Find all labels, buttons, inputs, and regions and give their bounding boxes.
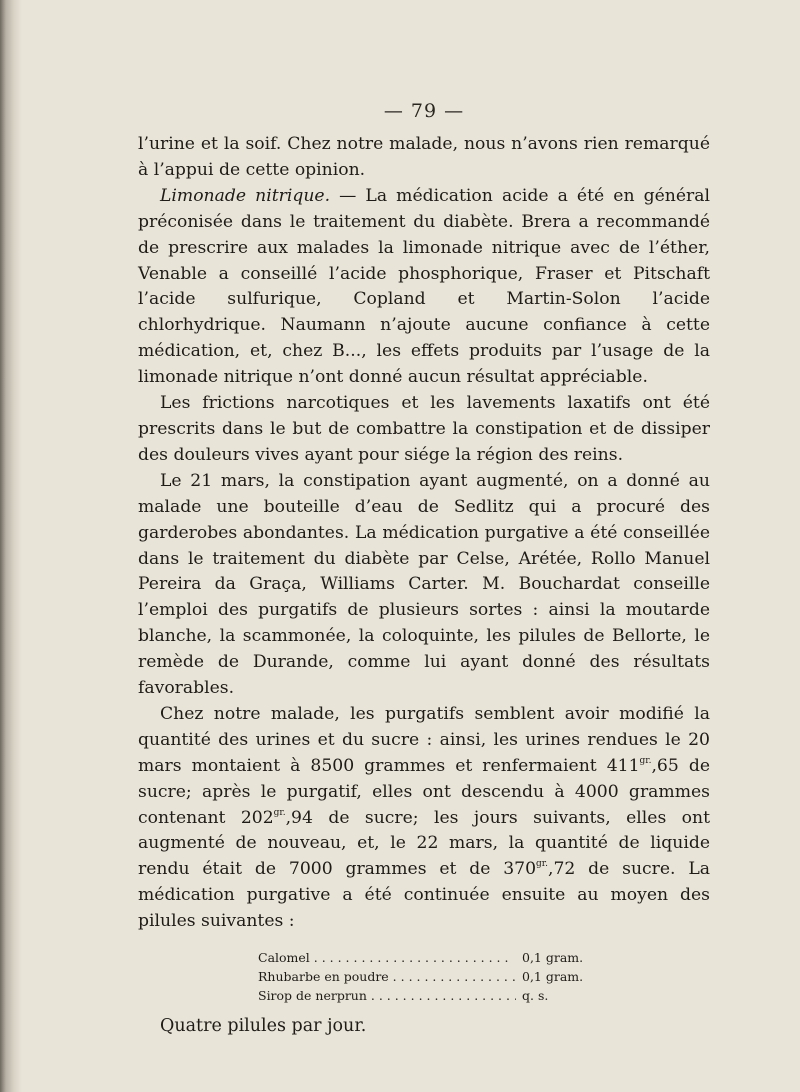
ingredient-name: Calomel . . . — [258, 948, 516, 967]
ingredient-name: Sirop de nerprun . . . — [258, 986, 516, 1005]
dosage-instruction: Quatre pilules par jour. — [160, 1016, 367, 1037]
unit-superscript: gr. — [273, 807, 286, 818]
book-spine-shadow — [0, 0, 22, 1092]
paragraph-urine: l’urine et la soif. Chez notre malade, nous n’avons rien remarqué à l’appui de cette opinion. — [138, 134, 710, 180]
paragraph-purgatifs — [138, 702, 710, 935]
text-run: Chez notre malade, les purgatifs semblent avoir modifié la quantité des urines et du sucre : ainsi, les urines rendues le 20 mars montaient à 8500 grammes et renfermaient 411 — [138, 703, 710, 776]
paragraph-lead-italic: Limonade nitrique. — [160, 185, 331, 206]
text-run: ,72 de sucre. La médication purgative a été continuée ensuite au moyen des pilules suivantes : — [138, 859, 710, 932]
unit-superscript: gr. — [536, 859, 548, 870]
formula-row — [258, 948, 598, 967]
page-number: — 79 — — [383, 100, 465, 122]
ingredient-name: Rhubarbe en poudre . . . — [258, 967, 516, 986]
paragraph-sedlitz: Le 21 mars, la constipation ayant augmenté, on a donné au malade une bouteille d’eau de Sedlitz qui a procuré des garderobes abondantes. La médication purgative a été conseillée dans le traitement du diabète par Celse, Arétée, Rollo Manuel Pereira da Graça, Williams Carter. M. Bouchardat conseille l’emploi des purgatifs de plusieurs sortes : ainsi la moutarde blanche, la scammonée, la coloquinte, les pilules de Bellorte, le remède de Durande, comme lui ayant donné des résultats favorables. — [138, 470, 710, 699]
text-run: ,94 de sucre; les jours suivants, elles ont augmenté de nouveau, et, le 22 mars, la quantité de liquide rendu était de 7000 grammes et de 370 — [138, 807, 710, 880]
ingredient-quantity: 0,1 gram. — [516, 967, 598, 986]
ingredient-quantity: 0,1 gram. — [516, 948, 598, 967]
paragraph-limonade — [138, 184, 710, 391]
paragraph-frictions: Les frictions narcotiques et les lavements laxatifs ont été prescrits dans le but de combattre la constipation et de dissiper des douleurs vives ayant pour siége la région des reins. — [138, 393, 710, 465]
formula-row — [258, 967, 598, 986]
ingredient-quantity: q. s. — [516, 986, 598, 1005]
formula-row — [258, 986, 598, 1005]
page-body — [138, 100, 710, 1036]
paragraph-text: — La médication acide a été en général préconisée dans le traitement du diabète. Brera a recommandé de prescrire aux malades la limonade nitrique avec de l’éther, Venable a conseillé l’acide phosphorique, Fraser et Pitschaft l’acide sulfurique, Copland et Martin-Solon l’acide chlorhydrique. Naumann n’ajoute aucune confiance à cette médication, et, chez B..., les effets produits par l’usage de la limonade nitrique n’ont donné aucun résultat appréciable. — [138, 185, 710, 388]
unit-superscript: gr. — [639, 755, 652, 766]
prescription-formula — [258, 948, 598, 1005]
text-run: ,65 de sucre; après le purgatif, elles ont descendu à 4000 grammes contenant 202 — [138, 755, 710, 828]
